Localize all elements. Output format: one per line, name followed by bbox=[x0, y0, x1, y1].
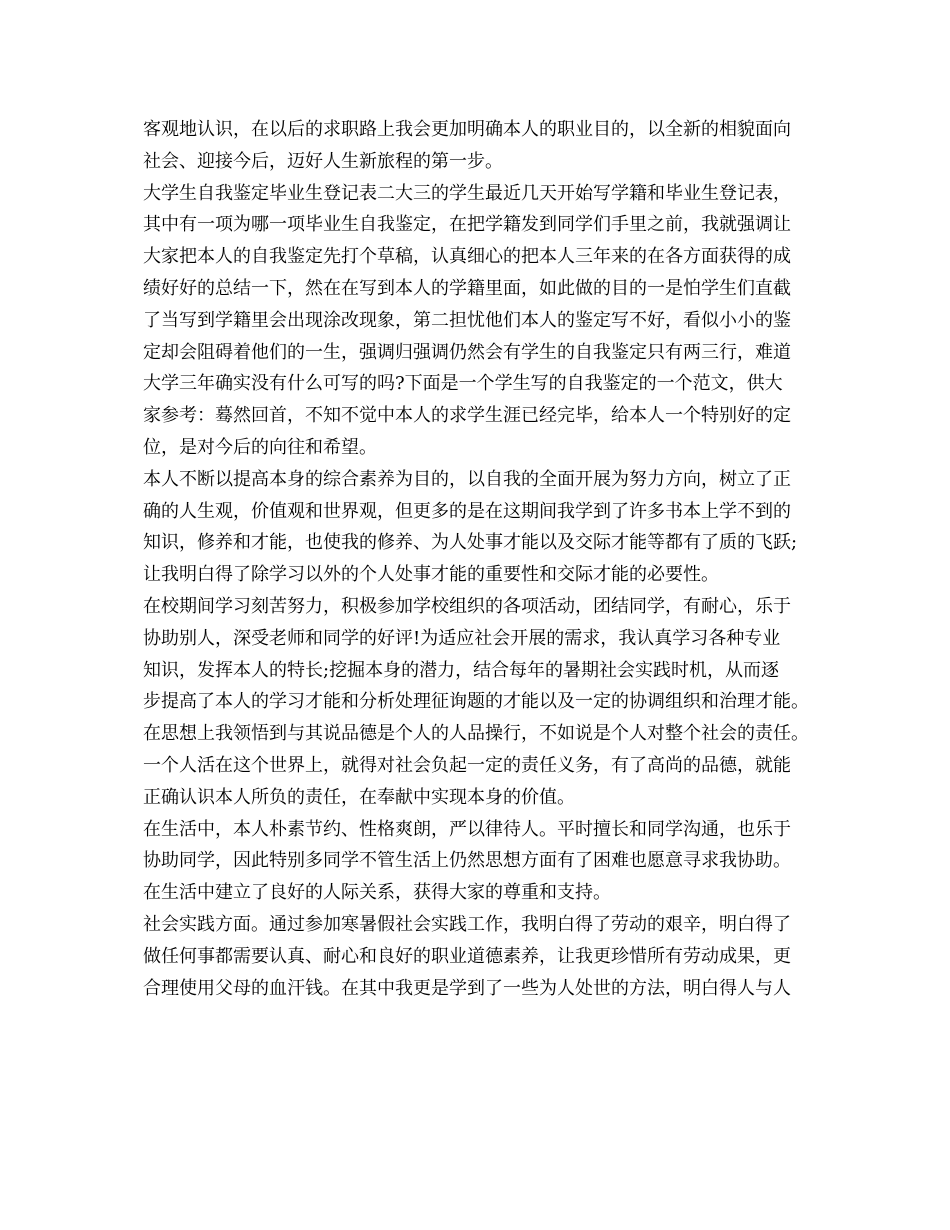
text-line: 绩好好的总结一下，然在在写到本人的学籍里面，如此做的目的一是怕学生们直截 bbox=[143, 277, 791, 299]
text-line: 本人不断以提高本身的综合素养为目的，以自我的全面开展为努力方向，树立了正 bbox=[143, 468, 791, 490]
text-line: 合理使用父母的血汗钱。在其中我更是学到了一些为人处世的方法，明白得人与人 bbox=[143, 977, 791, 999]
text-line: 协助别人，深受老师和同学的好评!为适应社会开展的需求，我认真学习各种专业 bbox=[143, 627, 781, 649]
text-line: 定却会阻碍着他们的一生，强调归强调仍然会有学生的自我鉴定只有两三行，难道 bbox=[143, 341, 791, 363]
text-line: 确的人生观，价值观和世界观，但更多的是在这期间我学到了许多书本上学不到的 bbox=[143, 500, 791, 522]
text-line: 社会、迎接今后，迈好人生新旅程的第一步。 bbox=[143, 150, 503, 172]
text-line: 在校期间学习刻苦努力，积极参加学校组织的各项活动，团结同学，有耐心，乐于 bbox=[143, 595, 791, 617]
text-line: 客观地认识，在以后的求职路上我会更加明确本人的职业目的，以全新的相貌面向 bbox=[143, 119, 791, 140]
text-line: 知识，发挥本人的特长;挖掘本身的潜力，结合每年的暑期社会实践时机，从而逐 bbox=[143, 659, 780, 681]
text-line: 协助同学，因此特别多同学不管生活上仍然思想方面有了困难也愿意寻求我协助。 bbox=[143, 850, 791, 872]
text-line: 大学三年确实没有什么可写的吗?下面是一个学生写的自我鉴定的一个范文，供大 bbox=[143, 373, 783, 395]
text-line: 在生活中建立了良好的人际关系，获得大家的尊重和支持。 bbox=[143, 882, 611, 904]
text-line: 在思想上我领悟到与其说品德是个人的人品操行，不如说是个人对整个社会的责任。 bbox=[143, 723, 809, 745]
text-line: 做任何事都需要认真、耐心和良好的职业道德素养，让我更珍惜所有劳动成果，更 bbox=[143, 945, 791, 967]
text-line: 其中有一项为哪一项毕业生自我鉴定，在把学籍发到同学们手里之前，我就强调让 bbox=[143, 214, 791, 236]
text-line: 大家把本人的自我鉴定先打个草稿，认真细心的把本人三年来的在各方面获得的成 bbox=[143, 246, 791, 268]
text-line: 了当写到学籍里会出现涂改现象，第二担忧他们本人的鉴定写不好，看似小小的鉴 bbox=[143, 309, 791, 331]
document-body bbox=[143, 114, 823, 1004]
text-line: 让我明白得了除学习以外的个人处事才能的重要性和交际才能的必要性。 bbox=[143, 564, 719, 586]
text-line: 家参考：蓦然回首，不知不觉中本人的求学生涯已经完毕，给本人一个特别好的定 bbox=[143, 405, 791, 427]
text-line: 一个人活在这个世界上，就得对社会负起一定的责任义务，有了高尚的品德，就能 bbox=[143, 754, 791, 776]
text-line: 步提高了本人的学习才能和分析处理征询题的才能以及一定的协调组织和治理才能。 bbox=[143, 691, 809, 713]
text-line: 在生活中，本人朴素节约、性格爽朗，严以律待人。平时擅长和同学沟通，也乐于 bbox=[143, 818, 791, 840]
text-line: 正确认识本人所负的责任，在奉献中实现本身的价值。 bbox=[143, 786, 575, 808]
text-line: 社会实践方面。通过参加寒暑假社会实践工作，我明白得了劳动的艰辛，明白得了 bbox=[143, 913, 791, 935]
text-line: 知识，修养和才能，也使我的修养、为人处事才能以及交际才能等都有了质的飞跃; bbox=[143, 532, 798, 554]
text-line: 位，是对今后的向往和希望。 bbox=[143, 436, 377, 458]
text-line: 大学生自我鉴定毕业生登记表二大三的学生最近几天开始写学籍和毕业生登记表， bbox=[143, 182, 791, 204]
